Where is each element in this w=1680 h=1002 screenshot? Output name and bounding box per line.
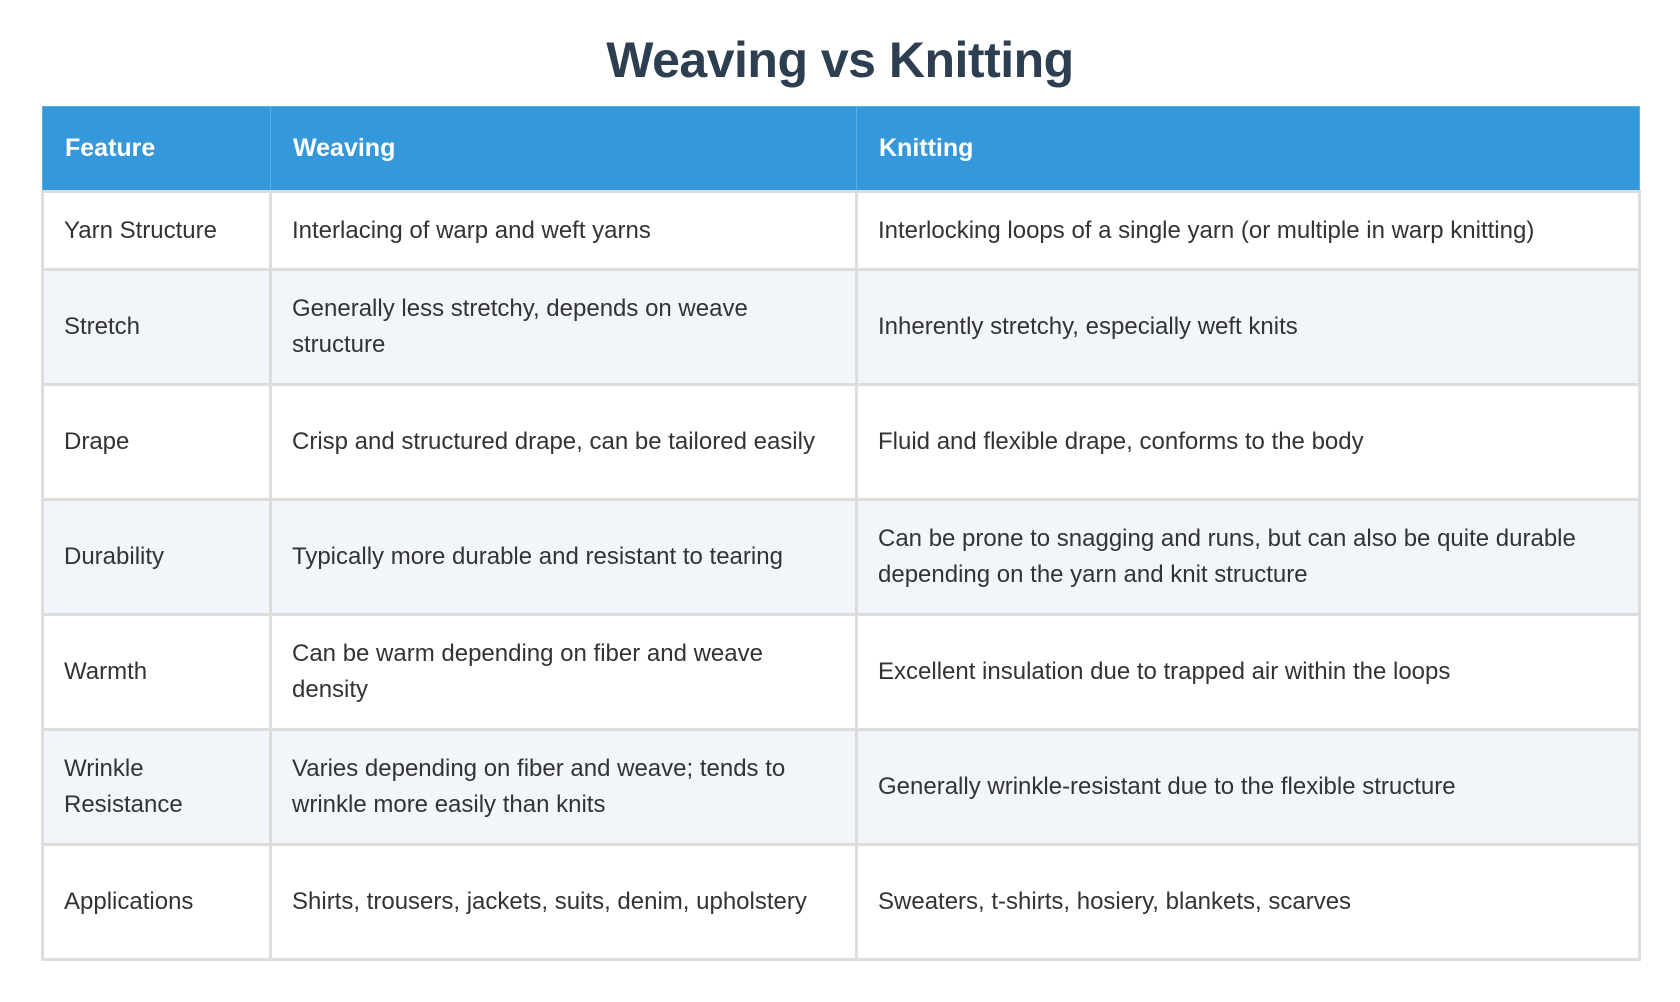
cell-knitting: Generally wrinkle-resistant due to the flexible structure	[857, 730, 1640, 845]
comparison-table	[41, 106, 1641, 961]
cell-knitting: Can be prone to snagging and runs, but can also be quite durable depending on the yarn and knit structure	[857, 500, 1640, 615]
table-row-durability	[43, 500, 1640, 615]
cell-knitting: Sweaters, t-shirts, hosiery, blankets, scarves	[857, 845, 1640, 960]
cell-weaving: Shirts, trousers, jackets, suits, denim, upholstery	[271, 845, 857, 960]
cell-feature: Warmth	[43, 615, 271, 730]
cell-knitting: Inherently stretchy, especially weft knits	[857, 270, 1640, 385]
cell-feature: Yarn Structure	[43, 192, 271, 270]
cell-weaving: Typically more durable and resistant to tearing	[271, 500, 857, 615]
cell-weaving: Generally less stretchy, depends on weave structure	[271, 270, 857, 385]
header-knitting: Knitting	[857, 107, 1640, 192]
table-header	[43, 107, 1640, 192]
cell-knitting: Excellent insulation due to trapped air within the loops	[857, 615, 1640, 730]
cell-weaving: Crisp and structured drape, can be tailored easily	[271, 385, 857, 500]
table-row-applications	[43, 845, 1640, 960]
comparison-table-container	[41, 106, 1638, 961]
cell-knitting: Interlocking loops of a single yarn (or multiple in warp knitting)	[857, 192, 1640, 270]
header-feature: Feature	[43, 107, 271, 192]
cell-feature: Wrinkle Resistance	[43, 730, 271, 845]
cell-weaving: Can be warm depending on fiber and weave density	[271, 615, 857, 730]
table-body	[43, 192, 1640, 960]
cell-feature: Applications	[43, 845, 271, 960]
table-row-warmth	[43, 615, 1640, 730]
table-row-wrinkle-resistance	[43, 730, 1640, 845]
cell-knitting: Fluid and flexible drape, conforms to the body	[857, 385, 1640, 500]
table-row-yarn-structure	[43, 192, 1640, 270]
header-row	[43, 107, 1640, 192]
cell-feature: Durability	[43, 500, 271, 615]
cell-weaving: Varies depending on fiber and weave; tends to wrinkle more easily than knits	[271, 730, 857, 845]
cell-weaving: Interlacing of warp and weft yarns	[271, 192, 857, 270]
cell-feature: Drape	[43, 385, 271, 500]
table-row-stretch	[43, 270, 1640, 385]
table-row-drape	[43, 385, 1640, 500]
page-title: Weaving vs Knitting	[606, 32, 1074, 88]
cell-feature: Stretch	[43, 270, 271, 385]
header-weaving: Weaving	[271, 107, 857, 192]
